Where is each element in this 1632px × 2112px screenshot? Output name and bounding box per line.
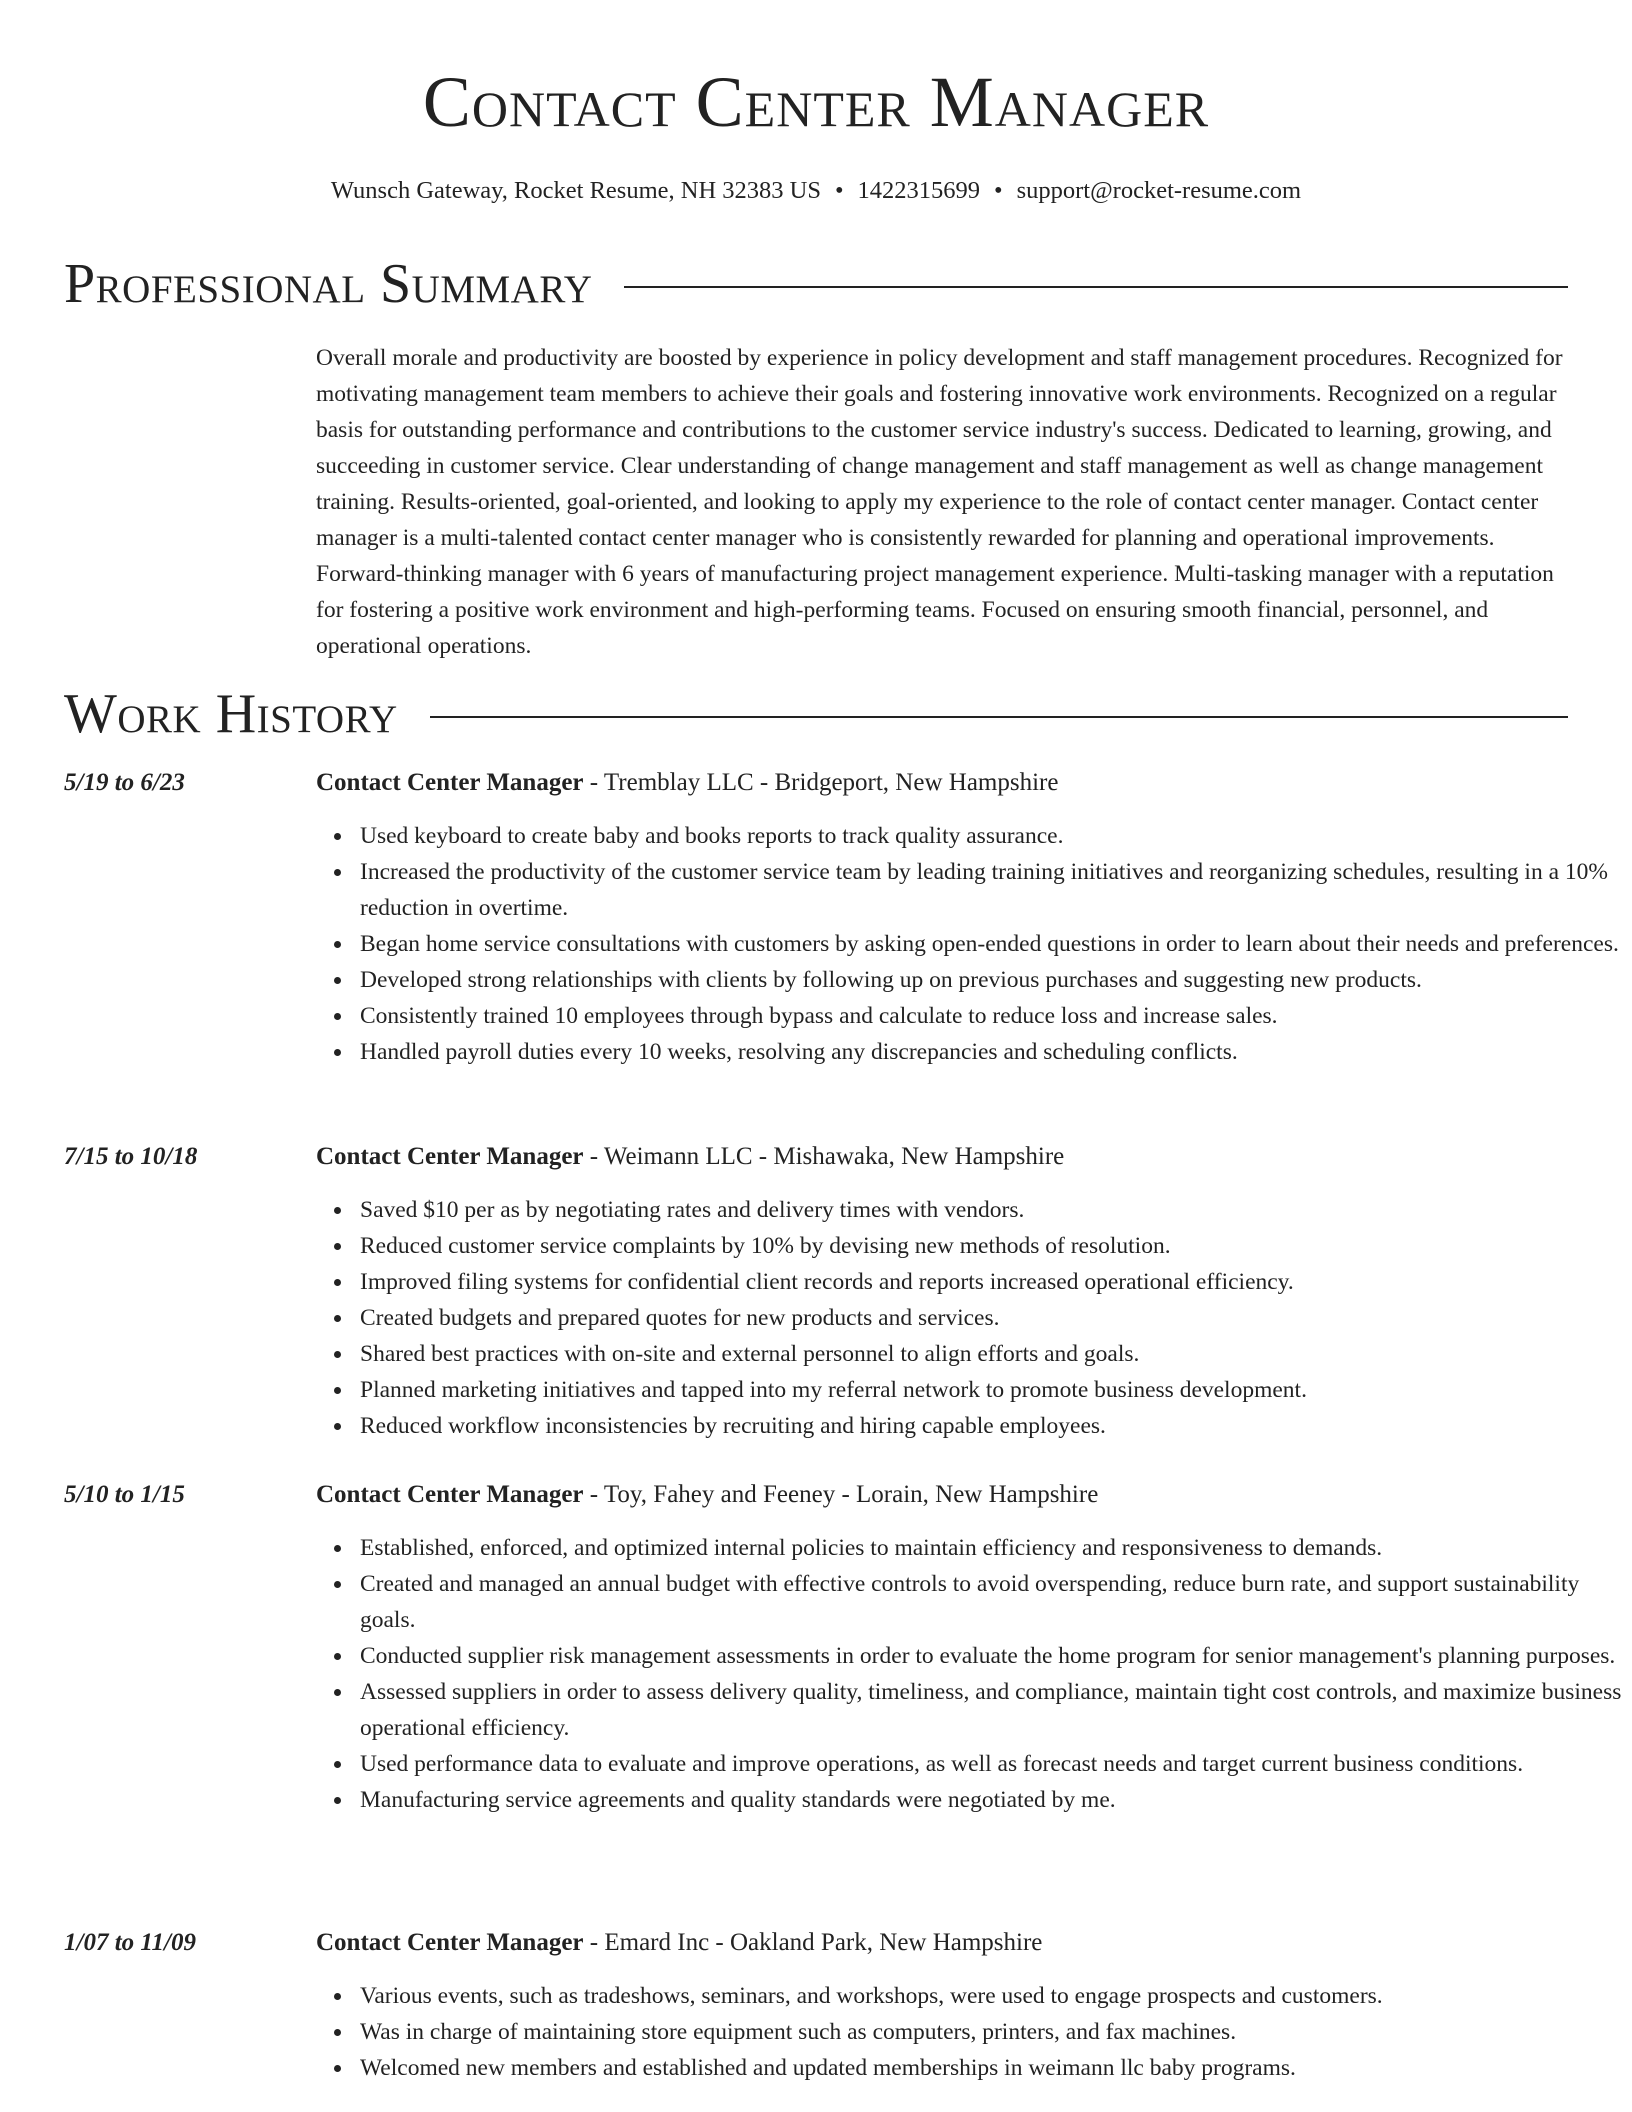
job-bullet: Was in charge of maintaining store equipment such as computers, printers, and fax machines.	[360, 2014, 1622, 2050]
job-bullet: Reduced customer service complaints by 10% by devising new methods of resolution.	[360, 1228, 1622, 1264]
job-bullet: Conducted supplier risk management assessments in order to evaluate the home program for senior management's planning purposes.	[360, 1638, 1622, 1674]
job-bullet-list	[316, 818, 1622, 1070]
job-bullet: Reduced workflow inconsistencies by recruiting and hiring capable employees.	[360, 1408, 1622, 1444]
job-bullet: Planned marketing initiatives and tapped into my referral network to promote business development.	[360, 1372, 1622, 1408]
job-bullet: Various events, such as tradeshows, seminars, and workshops, were used to engage prospects and customers.	[360, 1978, 1622, 2014]
job-bullet: Used performance data to evaluate and improve operations, as well as forecast needs and target current business conditions.	[360, 1746, 1622, 1782]
job-role: Contact Center Manager	[316, 769, 584, 796]
job-bullet: Shared best practices with on-site and external personnel to align efforts and goals.	[360, 1336, 1622, 1372]
job-employer: - Toy, Fahey and Feeney - Lorain, New Hampshire	[583, 1481, 1099, 1508]
contact-info	[0, 175, 1632, 207]
work-history-section-header	[64, 682, 1568, 746]
summary-section-header	[64, 252, 1568, 316]
job-role: Contact Center Manager	[316, 1929, 584, 1956]
job-role: Contact Center Manager	[316, 1481, 584, 1508]
job-bullet: Created and managed an annual budget with effective controls to avoid overspending, reduce burn rate, and support sustainability goals.	[360, 1566, 1622, 1638]
job-role: Contact Center Manager	[316, 1143, 584, 1170]
job-bullet: Used keyboard to create baby and books reports to track quality assurance.	[360, 818, 1622, 854]
contact-address: Wunsch Gateway, Rocket Resume, NH 32383 US	[330, 177, 821, 204]
summary-text: Overall morale and productivity are boosted by experience in policy development and staff management procedures. Recognized for motivating management team members to achieve their goals and fostering innovative work environments. Recognized on a regular basis for outstanding performance and contributions to the customer service industry's success. Dedicated to learning, growing, and succeeding in customer service. Clear understanding of change management and staff management as well as change management training. Results-oriented, goal-oriented, and looking to apply my experience to the role of contact center manager. Contact center manager is a multi-talented contact center manager who is consistently rewarded for planning and operational improvements. Forward-thinking manager with 6 years of manufacturing project management experience. Multi-tasking manager with a reputation for fostering a positive work environment and high-performing teams. Focused on ensuring smooth financial, personnel, and operational operations.	[316, 345, 1563, 659]
summary-heading: Professional Summary	[64, 253, 593, 315]
job-bullet: Assessed suppliers in order to assess delivery quality, timeliness, and compliance, maintain tight cost controls, and maximize business operational efficiency.	[360, 1674, 1622, 1746]
job-bullet: Manufacturing service agreements and quality standards were negotiated by me.	[360, 1782, 1622, 1818]
job-employer: - Emard Inc - Oakland Park, New Hampshire	[583, 1929, 1043, 1956]
job-heading	[316, 766, 1058, 800]
contact-email: support@rocket-resume.com	[1016, 177, 1302, 204]
job-heading	[316, 1140, 1064, 1174]
job-bullet: Developed strong relationships with clients by following up on previous purchases and suggesting new products.	[360, 962, 1622, 998]
job-bullet: Increased the productivity of the customer service team by leading training initiatives and reorganizing schedules, resulting in a 10% reduction in overtime.	[360, 854, 1622, 926]
job-dates: 5/10 to 1/15	[64, 1481, 185, 1508]
job-bullet: Established, enforced, and optimized internal policies to maintain efficiency and responsiveness to demands.	[360, 1530, 1622, 1566]
contact-phone: 1422315699	[857, 177, 981, 204]
job-heading	[316, 1926, 1042, 1960]
job-bullet-list	[316, 1978, 1622, 2086]
job-dates: 7/15 to 10/18	[64, 1143, 198, 1170]
job-dates: 1/07 to 11/09	[64, 1929, 196, 1956]
job-bullet: Consistently trained 10 employees through bypass and calculate to reduce loss and increase sales.	[360, 998, 1622, 1034]
job-dates: 5/19 to 6/23	[64, 769, 185, 796]
job-bullet-list	[316, 1530, 1622, 1818]
job-bullet: Began home service consultations with customers by asking open-ended questions in order to learn about their needs and preferences.	[360, 926, 1622, 962]
section-divider	[430, 716, 1568, 718]
job-bullet: Created budgets and prepared quotes for new products and services.	[360, 1300, 1622, 1336]
job-heading	[316, 1478, 1098, 1512]
job-bullet: Welcomed new members and established and updated memberships in weimann llc baby programs.	[360, 2050, 1622, 2086]
job-bullet-list	[316, 1192, 1622, 1444]
contact-separator: •	[834, 177, 844, 204]
job-bullet: Handled payroll duties every 10 weeks, resolving any discrepancies and scheduling conflicts.	[360, 1034, 1622, 1070]
work-history-heading: Work History	[64, 683, 398, 745]
contact-separator: •	[994, 177, 1003, 204]
section-divider	[624, 286, 1568, 288]
resume-title: Contact Center Manager	[422, 62, 1210, 142]
job-employer: - Weimann LLC - Mishawaka, New Hampshire	[583, 1143, 1065, 1170]
job-bullet: Improved filing systems for confidential client records and reports increased operational efficiency.	[360, 1264, 1622, 1300]
job-employer: - Tremblay LLC - Bridgeport, New Hampshire	[583, 769, 1059, 796]
job-bullet: Saved $10 per as by negotiating rates and delivery times with vendors.	[360, 1192, 1622, 1228]
